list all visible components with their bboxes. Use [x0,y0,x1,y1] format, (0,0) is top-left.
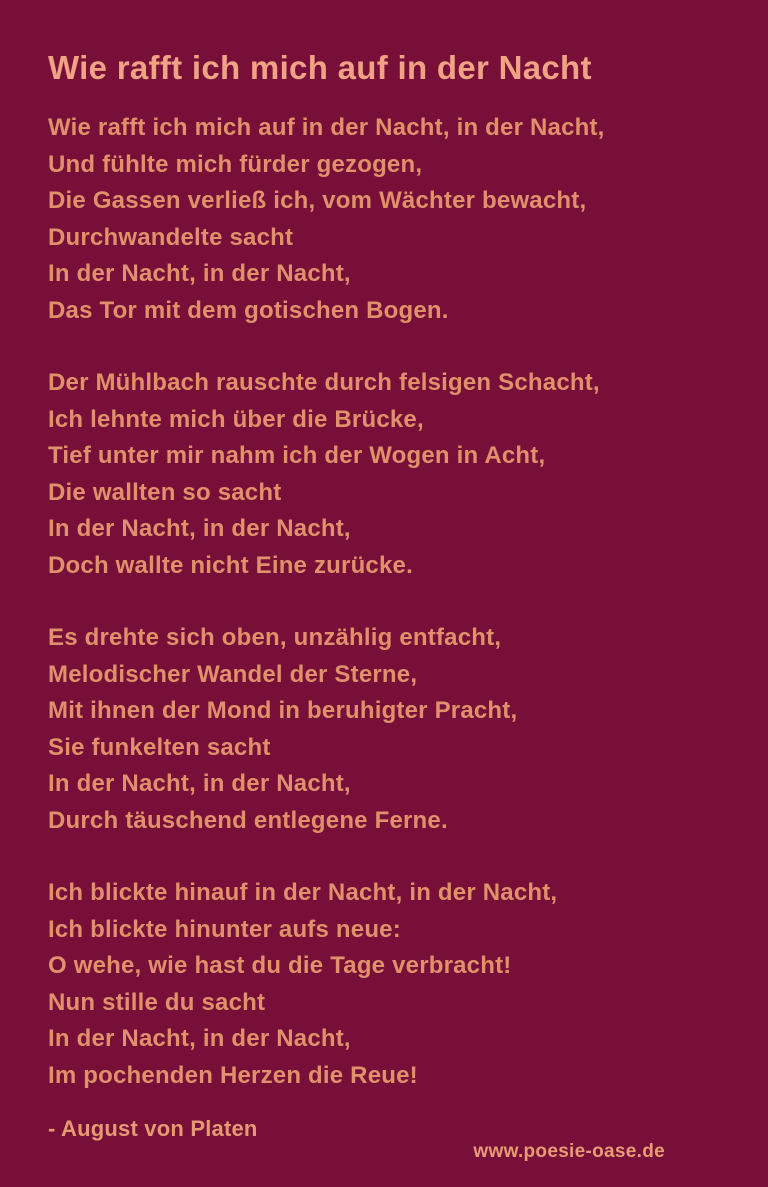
poem-title: Wie rafft ich mich auf in der Nacht [48,49,592,86]
poem-stanza-1 [48,110,720,329]
poem-line: Doch wallte nicht Eine zurücke. [48,551,413,579]
poem-stanza-2 [48,365,720,584]
poem-line: Nun stille du sacht [48,988,266,1016]
poem-line: Das Tor mit dem gotischen Bogen. [48,296,449,324]
poem-line: Tief unter mir nahm ich der Wogen in Acht, [48,442,546,469]
poem-line: Durchwandelte sacht [48,223,294,251]
poem-line: In der Nacht, in der Nacht, [48,770,351,797]
poem-line: In der Nacht, in der Nacht, [48,260,351,287]
poem-stanza-3 [48,620,720,839]
website-credit: www.poesie-oase.de [473,1141,665,1162]
poem-stanza-4 [48,875,720,1094]
poem-line: Im pochenden Herzen die Reue! [48,1061,418,1089]
poem-line: Ich blickte hinauf in der Nacht, in der Nacht, [48,879,558,906]
poem-line: Ich blickte hinunter aufs neue: [48,915,401,943]
poem-line: Es drehte sich oben, unzählig entfacht, [48,624,502,651]
poem-line: O wehe, wie hast du die Tage verbracht! [48,952,512,979]
poem-line: Durch täuschend entlegene Ferne. [48,806,448,834]
poem-line: Wie rafft ich mich auf in der Nacht, in der Nacht, [48,114,605,141]
poem-line: In der Nacht, in der Nacht, [48,515,351,542]
poem-line: Ich lehnte mich über die Brücke, [48,405,424,433]
poem-line: Und fühlte mich fürder gezogen, [48,150,423,178]
poem-author: - August von Platen [48,1116,258,1141]
poem-line: Melodischer Wandel der Sterne, [48,660,418,688]
poem-line: Die Gassen verließ ich, vom Wächter bewacht, [48,187,587,214]
poem-line: Sie funkelten sacht [48,733,271,761]
poem-line: Die wallten so sacht [48,478,282,506]
poem-line: Der Mühlbach rauschte durch felsigen Schacht, [48,369,600,396]
poem-line: Mit ihnen der Mond in beruhigter Pracht, [48,697,518,724]
poem-line: In der Nacht, in der Nacht, [48,1025,351,1052]
